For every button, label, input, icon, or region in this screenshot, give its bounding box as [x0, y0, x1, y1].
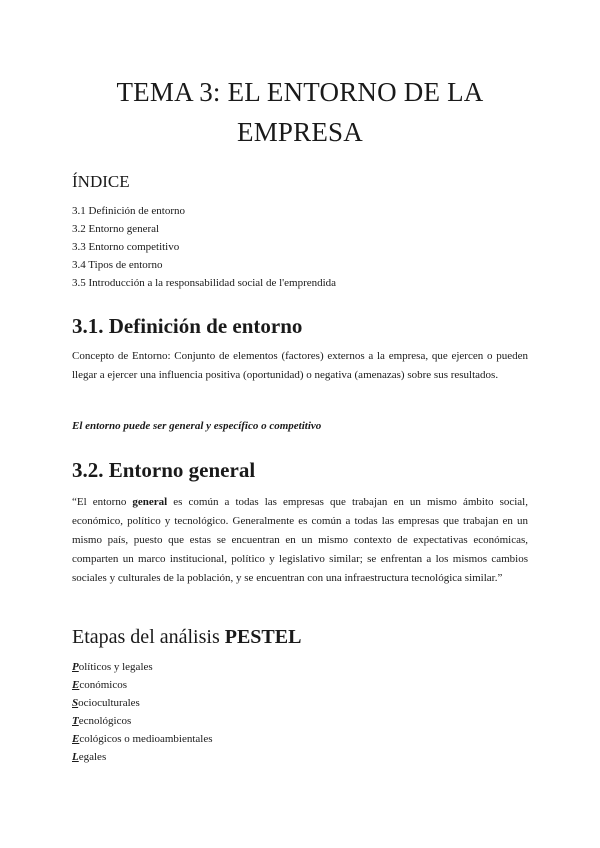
pestel-item: [72, 730, 213, 748]
pestel-list: [72, 658, 213, 766]
index-item: 3.5 Introducción a la responsabilidad social de l'emprendida: [72, 277, 337, 289]
index-item: 3.3 Entorno competitivo: [72, 241, 180, 253]
pestel-item: [72, 694, 213, 712]
pestel-initial: T: [72, 715, 79, 727]
emphasis-note: El entorno puede ser general y específico o competitivo: [72, 420, 322, 432]
pestel-rest: ecnológicos: [78, 715, 132, 727]
pestel-item: [72, 676, 213, 694]
pestel-item: [72, 748, 213, 766]
pestel-rest: ocioculturales: [78, 697, 140, 709]
section-heading-entorno-general: 3.2. Entorno general: [72, 458, 256, 482]
quote-open: “El entorno: [72, 496, 133, 508]
quote-keyword: general: [132, 496, 168, 508]
pestel-heading-keyword: PESTEL: [224, 626, 302, 648]
section-paragraph-definicion: Concepto de Entorno: Conjunto de elementos (factores) externos a la empresa, que ejercen o pueden llegar a ejercer una influencia positiva (oportunidad) o negativa (amenazas) sobre sus resultados.: [72, 350, 528, 381]
document-title: TEMA 3: EL ENTORNO DE LA EMPRESA: [116, 77, 484, 147]
section-quote-entorno-general: [72, 493, 528, 588]
section-heading-definicion: 3.1. Definición de entorno: [72, 314, 303, 338]
index-item: 3.4 Tipos de entorno: [72, 259, 163, 271]
pestel-rest: cológicos o medioambientales: [79, 733, 213, 745]
pestel-initial: L: [72, 751, 79, 763]
pestel-rest: olíticos y legales: [78, 661, 153, 673]
pestel-rest: egales: [78, 751, 107, 763]
pestel-initial: S: [72, 697, 79, 709]
pestel-item: [72, 658, 213, 676]
pestel-initial: E: [72, 733, 80, 745]
pestel-initial: E: [72, 679, 80, 691]
quote-rest: es común a todas las empresas que trabajan en un mismo ámbito social, económico, político y tecnológico. Generalmente es común a todas las empresas que trabajan en un mismo país, puesto que estas se encuentran en un mismo contexto de expectativas económicas, comparten un marco institucional, político y legislativo similar; se enfrentan a los mismos cambios sociales y culturales de la población, y se encuentran con una infraestructura tecnológica similar.”: [72, 496, 528, 584]
pestel-heading-prefix: Etapas del análisis: [72, 626, 225, 648]
index-list: [72, 202, 336, 292]
index-item: 3.2 Entorno general: [72, 223, 160, 235]
pestel-initial: P: [72, 661, 79, 673]
pestel-heading: [72, 626, 301, 649]
pestel-item: [72, 712, 213, 730]
index-heading: ÍNDICE: [72, 172, 130, 191]
pestel-rest: conómicos: [79, 679, 128, 691]
index-item: 3.1 Definición de entorno: [72, 205, 186, 217]
